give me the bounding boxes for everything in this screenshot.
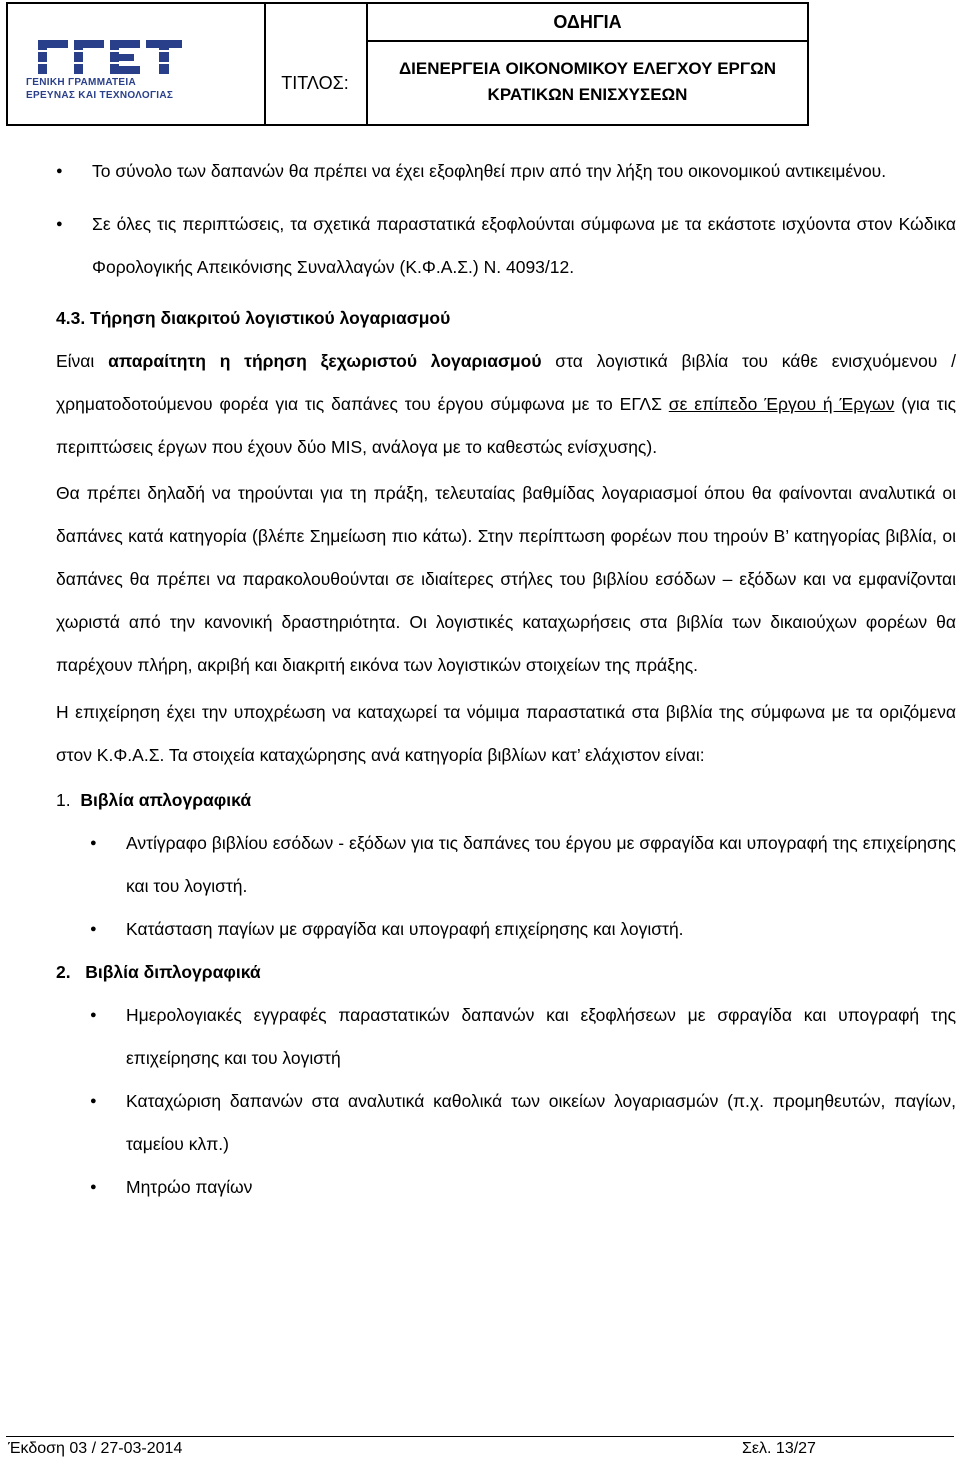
- document-title-line-1: ΔΙΕΝΕΡΓΕΙΑ ΟΙΚΟΝΟΜΙΚΟΥ ΕΛΕΓΧΟΥ ΕΡΓΩΝ: [398, 59, 777, 78]
- document-type: ΟΔΗΓΙΑ: [368, 4, 807, 42]
- list-heading: [56, 779, 956, 822]
- section-heading: 4.3. Τήρηση διακριτού λογιστικού λογαριασμού: [56, 308, 451, 328]
- document-title: [368, 40, 807, 124]
- document-body: [56, 150, 956, 1209]
- document-title-line-2: ΚΡΑΤΙΚΩΝ ΕΝΙΣΧΥΣΕΩΝ: [487, 85, 688, 104]
- paragraph: [56, 340, 956, 469]
- list-item: ● Κατάσταση παγίων με σφραγίδα και υπογραφή επιχείρησης και λογιστή.: [56, 908, 956, 951]
- gget-logo: [36, 36, 186, 76]
- text-run: στα λογιστικά βιβλία του κάθε ενισχυόμενου / χρηματοδοτούμενου φορέα για τις δαπάνες του έργου σύμφωνα με το ΕΓΛΣ: [56, 351, 956, 414]
- bullet-item: ● Το σύνολο των δαπανών θα πρέπει να έχει εξοφληθεί πριν από την λήξη του οικονομικού αντικειμένου.: [56, 150, 956, 193]
- list-number: 2.: [56, 962, 71, 982]
- logo-line-2: ΕΡΕΥΝΑΣ ΚΑΙ ΤΕΧΝΟΛΟΓΙΑΣ: [26, 90, 174, 101]
- list-item: ● Καταχώριση δαπανών στα αναλυτικά καθολικά των οικείων λογαριασμών (π.χ. προμηθευτών, παγίων, ταμείου κλπ.): [56, 1080, 956, 1166]
- footer-divider: [6, 1436, 954, 1437]
- bullet-item: ● Σε όλες τις περιπτώσεις, τα σχετικά παραστατικά εξοφλούνται σύμφωνα με τα εκάστοτε ισχύοντα στον Κώδικα Φορολογικής Απεικόνισης Συναλλαγών (Κ.Φ.Α.Σ.) Ν. 4093/12.: [56, 203, 956, 289]
- list-heading: [56, 951, 956, 994]
- list-title: Βιβλία διπλογραφικά: [85, 962, 261, 982]
- logo-line-1: ΓΕΝΙΚΗ ΓΡΑΜΜΑΤΕΙΑ: [26, 77, 136, 88]
- list-item: ● Αντίγραφο βιβλίου εσόδων - εξόδων για τις δαπάνες του έργου με σφραγίδα και υπογραφή της επιχείρησης και του λογιστή.: [56, 822, 956, 908]
- footer-edition: Έκδοση 03 / 27-03-2014: [8, 1440, 183, 1457]
- paragraph: Η επιχείρηση έχει την υποχρέωση να καταχωρεί τα νόμιμα παραστατικά στα βιβλία της σύμφωνα με τα οριζόμενα στον Κ.Φ.Α.Σ. Τα στοιχεία καταχώρησης ανά κατηγορία βιβλίων κατ’ ελάχιστον είναι:: [56, 702, 956, 765]
- list-item: ● Ημερολογιακές εγγραφές παραστατικών δαπανών και εξοφλήσεων με σφραγίδα και υπογραφή της επιχείρησης και του λογιστή: [56, 994, 956, 1080]
- logo-text: [26, 76, 173, 102]
- logo-cell: [8, 4, 266, 124]
- list-title: Βιβλία απλογραφικά: [80, 790, 252, 810]
- list-item: ● Μητρώο παγίων: [56, 1166, 956, 1209]
- text-run: (για τις περιπτώσεις έργων που έχουν δύο MIS, ανάλογα με το καθεστώς ενίσχυσης).: [56, 394, 957, 457]
- underlined-text: σε επίπεδο Έργου ή Έργων: [668, 394, 895, 414]
- list-number: 1.: [56, 790, 71, 810]
- document-header: [6, 2, 809, 126]
- text-run: Είναι: [56, 351, 109, 371]
- footer-page-number: Σελ. 13/27: [742, 1440, 816, 1457]
- bold-text: απαραίτητη η τήρηση ξεχωριστού λογαριασμού: [108, 351, 542, 371]
- paragraph: Θα πρέπει δηλαδή να τηρούνται για τη πράξη, τελευταίας βαθμίδας λογαριασμοί όπου θα φαίνονται αναλυτικά οι δαπάνες κατά κατηγορία (βλέπε Σημείωση πιο κάτω). Στην περίπτωση φορέων που τηρούν Β’ κατηγορίας βιβλία, οι δαπάνες θα πρέπει να παρακολουθούνται σε ιδιαίτερες στήλες του βιβλίου εσόδων – εξόδων και να εμφανίζονται χωριστά από την κανονική δραστηριότητα. Οι λογιστικές καταχωρήσεις στα βιβλία των δικαιούχων φορέων θα παρέχουν πλήρη, ακριβή και διακριτή εικόνα των λογιστικών στοιχείων της πράξης.: [56, 483, 956, 675]
- title-label: ΤΙΤΛΟΣ:: [264, 4, 368, 124]
